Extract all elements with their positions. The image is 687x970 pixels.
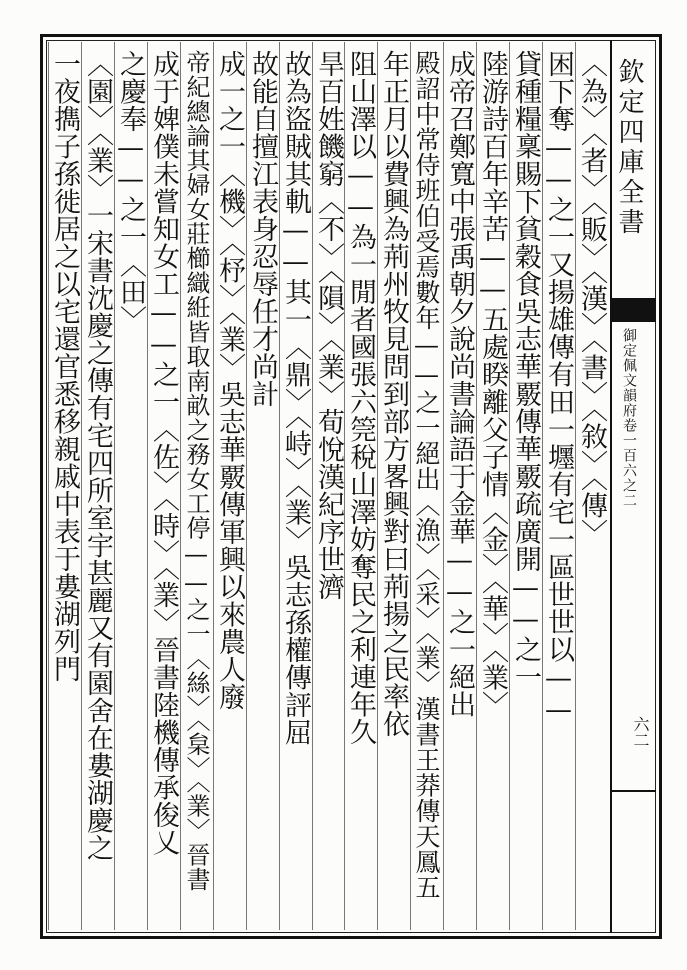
- text-column: 成一之一〈機〉〈杼〉〈業〉吳志華覈傳軍興以來農人廢: [214, 50, 245, 711]
- text-column: 年正月以費興為荊州牧見問到部方畧興對曰荊揚之民率依: [378, 50, 409, 738]
- text-column: 旱百姓饑窮〈不〉〈隕〉〈業〉荀悅漢紀序世濟: [313, 50, 344, 601]
- margin-divider: [612, 790, 656, 792]
- text-column: 〈園〉〈業〉一宋書沈慶之傳有宅四所室宇甚麗又有園舍在婁湖慶之: [82, 50, 113, 862]
- column-rule: [410, 42, 411, 930]
- margin-title: 欽定四庫全書: [614, 58, 644, 238]
- text-column: 成帝召鄭寬中張禹朝夕說尚書論語于金華——之一絕出: [444, 50, 475, 718]
- text-column: 阻山澤以——為一閒者國張六筦稅山澤妨奪民之利連年久: [345, 50, 376, 746]
- text-column: 一夜擕子孫徙居之以宅還官悉移親戚中表于婁湖列門: [49, 50, 80, 683]
- text-column: 故為盜賊其軌——其一〈鼎〉〈峙〉〈業〉吳志孫權傳評屈: [280, 50, 311, 746]
- text-column: 之慶奉——之一〈田〉: [115, 50, 146, 333]
- fishtail-mark: [612, 298, 656, 322]
- column-rule: [180, 42, 181, 930]
- text-column: 殿詔中常侍班伯受焉數年——之一絕出〈漁〉〈采〉〈業〉漢書王莽傳天鳳五: [412, 50, 441, 900]
- text-column: 陸游詩百年辛苦——五處睽離父子情〈金〉〈華〉〈業〉: [477, 50, 508, 719]
- text-column: 困下奪——之一又揚雄傳有田一壥有宅一區世世以——: [543, 50, 574, 726]
- text-column: 故能自擅江表身忍辱任才尚計: [247, 50, 278, 408]
- text-column: 成于婢僕未嘗知女工——之一〈佐〉〈時〉〈業〉晉書陸機傳承俊乂: [148, 50, 179, 856]
- margin-subtitle: 御定佩文韻府卷一百六之二: [621, 328, 637, 508]
- text-column: 貸種糧稟賜下貧穀食吳志華覈傳華覈疏廣開——之一: [510, 50, 541, 691]
- text-column: 帝紀總論其婦女莊櫛織絍皆取南畝之務女工停——之一〈絲〉〈枲〉〈業〉晉書: [182, 50, 210, 892]
- margin-page-number: 六二: [631, 716, 650, 748]
- text-column: 〈為〉〈者〉〈販〉〈漢〉〈書〉〈敘〉〈傳〉: [576, 50, 607, 547]
